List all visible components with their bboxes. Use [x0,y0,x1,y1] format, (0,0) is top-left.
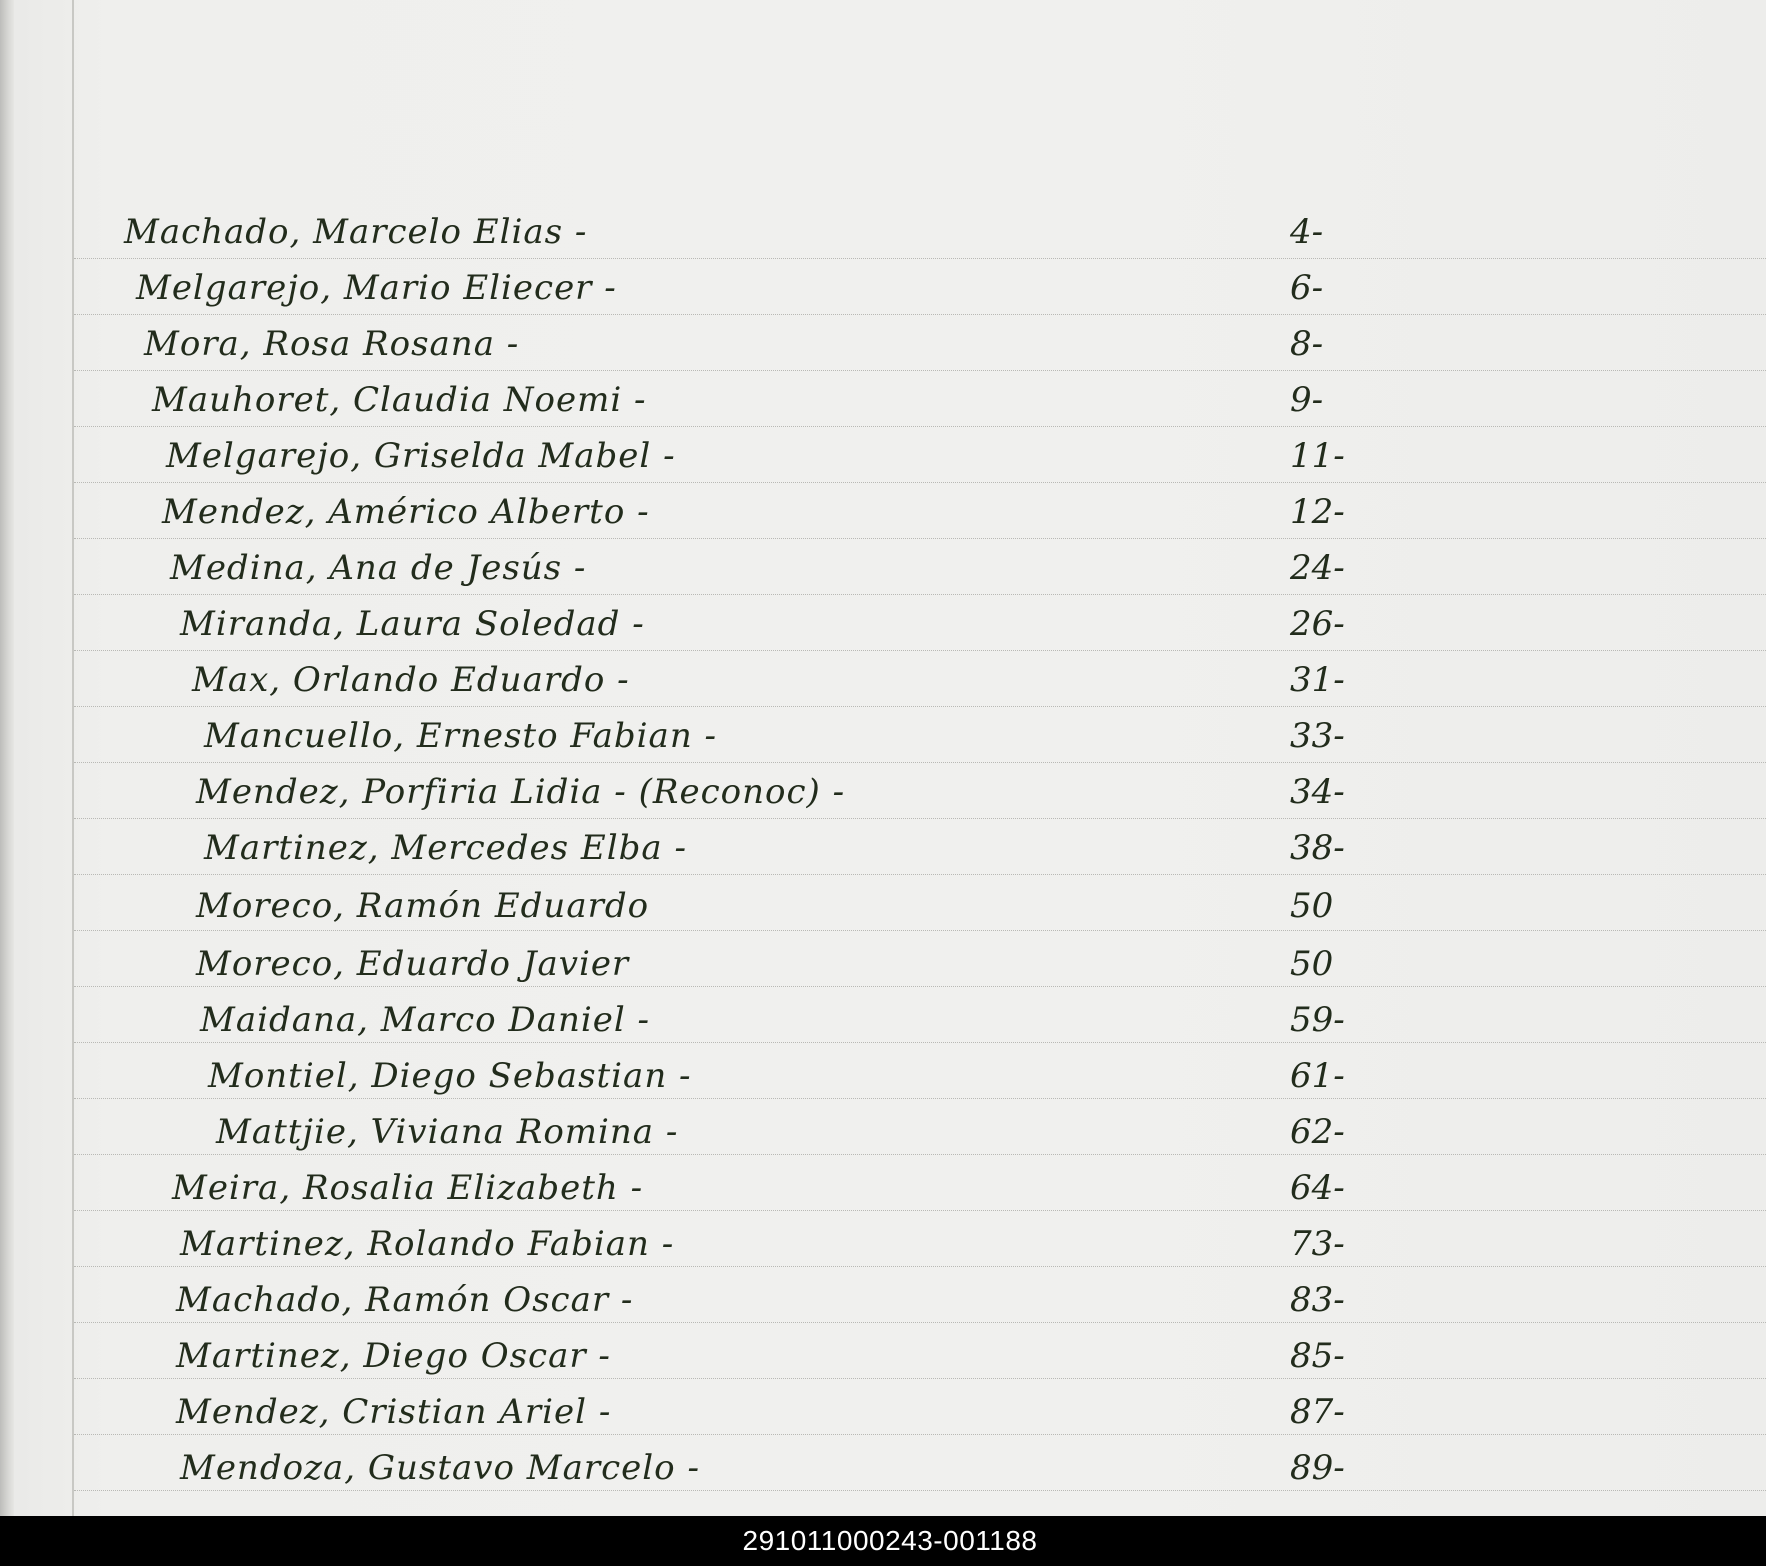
entry-name: Melgarejo, Mario Eliecer - [136,268,617,308]
entry-row [0,206,1766,258]
entry-row [0,262,1766,314]
entry-row [0,1162,1766,1214]
entry-row [0,766,1766,818]
entry-name: Medina, Ana de Jesús - [170,548,587,588]
entry-row [0,374,1766,426]
entry-page-number: 59- [1290,1000,1345,1040]
entry-page-number: 50 [1290,944,1334,984]
entry-name: Montiel, Diego Sebastian - [208,1056,692,1096]
entry-name: Max, Orlando Eduardo - [192,660,630,700]
entry-name: Mauhoret, Claudia Noemi - [152,380,647,420]
entry-row [0,822,1766,874]
entry-page-number: 11- [1290,436,1345,476]
entry-page-number: 12- [1290,492,1345,532]
entry-page-number: 8- [1290,324,1324,364]
entry-name: Mancuello, Ernesto Fabian - [204,716,718,756]
entry-row [0,318,1766,370]
entry-row [0,938,1766,990]
entry-page-number: 87- [1290,1392,1345,1432]
entry-row [0,1274,1766,1326]
entry-row [0,598,1766,650]
entry-page-number: 62- [1290,1112,1345,1152]
entry-row [0,1106,1766,1158]
entry-name: Mendez, Américo Alberto - [162,492,650,532]
entry-page-number: 73- [1290,1224,1345,1264]
entry-page-number: 6- [1290,268,1324,308]
entry-page-number: 61- [1290,1056,1345,1096]
entry-name: Mendez, Cristian Ariel - [176,1392,612,1432]
entry-name: Mendoza, Gustavo Marcelo - [180,1448,700,1488]
entry-name: Martinez, Mercedes Elba - [204,828,687,868]
entry-row [0,710,1766,762]
entry-row [0,1386,1766,1438]
entry-name: Meira, Rosalia Elizabeth - [172,1168,644,1208]
entry-name: Machado, Marcelo Elias - [124,212,588,252]
entry-name: Melgarejo, Griselda Mabel - [166,436,676,476]
entry-row [0,1442,1766,1494]
entry-name: Moreco, Eduardo Javier [196,944,630,984]
entry-row [0,880,1766,932]
entry-page-number: 83- [1290,1280,1345,1320]
entry-name: Mattjie, Viviana Romina - [216,1112,679,1152]
entry-page-number: 9- [1290,380,1324,420]
entry-row [0,430,1766,482]
entry-row [0,1330,1766,1382]
entry-name: Maidana, Marco Daniel - [200,1000,651,1040]
entry-name: Mora, Rosa Rosana - [144,324,520,364]
entry-page-number: 85- [1290,1336,1345,1376]
entry-page-number: 24- [1290,548,1345,588]
entry-row [0,994,1766,1046]
entry-row [0,654,1766,706]
entry-page-number: 64- [1290,1168,1345,1208]
entry-page-number: 38- [1290,828,1345,868]
entry-row [0,486,1766,538]
entry-page-number: 50 [1290,886,1334,926]
entry-page-number: 26- [1290,604,1345,644]
entry-page-number: 4- [1290,212,1324,252]
entry-name: Machado, Ramón Oscar - [176,1280,634,1320]
scan-footer [0,1516,1766,1566]
entry-page-number: 31- [1290,660,1345,700]
entry-name: Moreco, Ramón Eduardo [196,886,650,926]
entry-row [0,1218,1766,1270]
entry-page-number: 34- [1290,772,1345,812]
entry-page-number: 33- [1290,716,1345,756]
entry-row [0,542,1766,594]
document-id: 291011000243-001188 [742,1525,1038,1556]
entry-name: Martinez, Diego Oscar - [176,1336,611,1376]
entry-row [0,1050,1766,1102]
entry-name: Martinez, Rolando Fabian - [180,1224,675,1264]
entry-name: Miranda, Laura Soledad - [180,604,645,644]
entry-name: Mendez, Porfiria Lidia - (Reconoc) - [196,772,846,812]
entry-page-number: 89- [1290,1448,1345,1488]
